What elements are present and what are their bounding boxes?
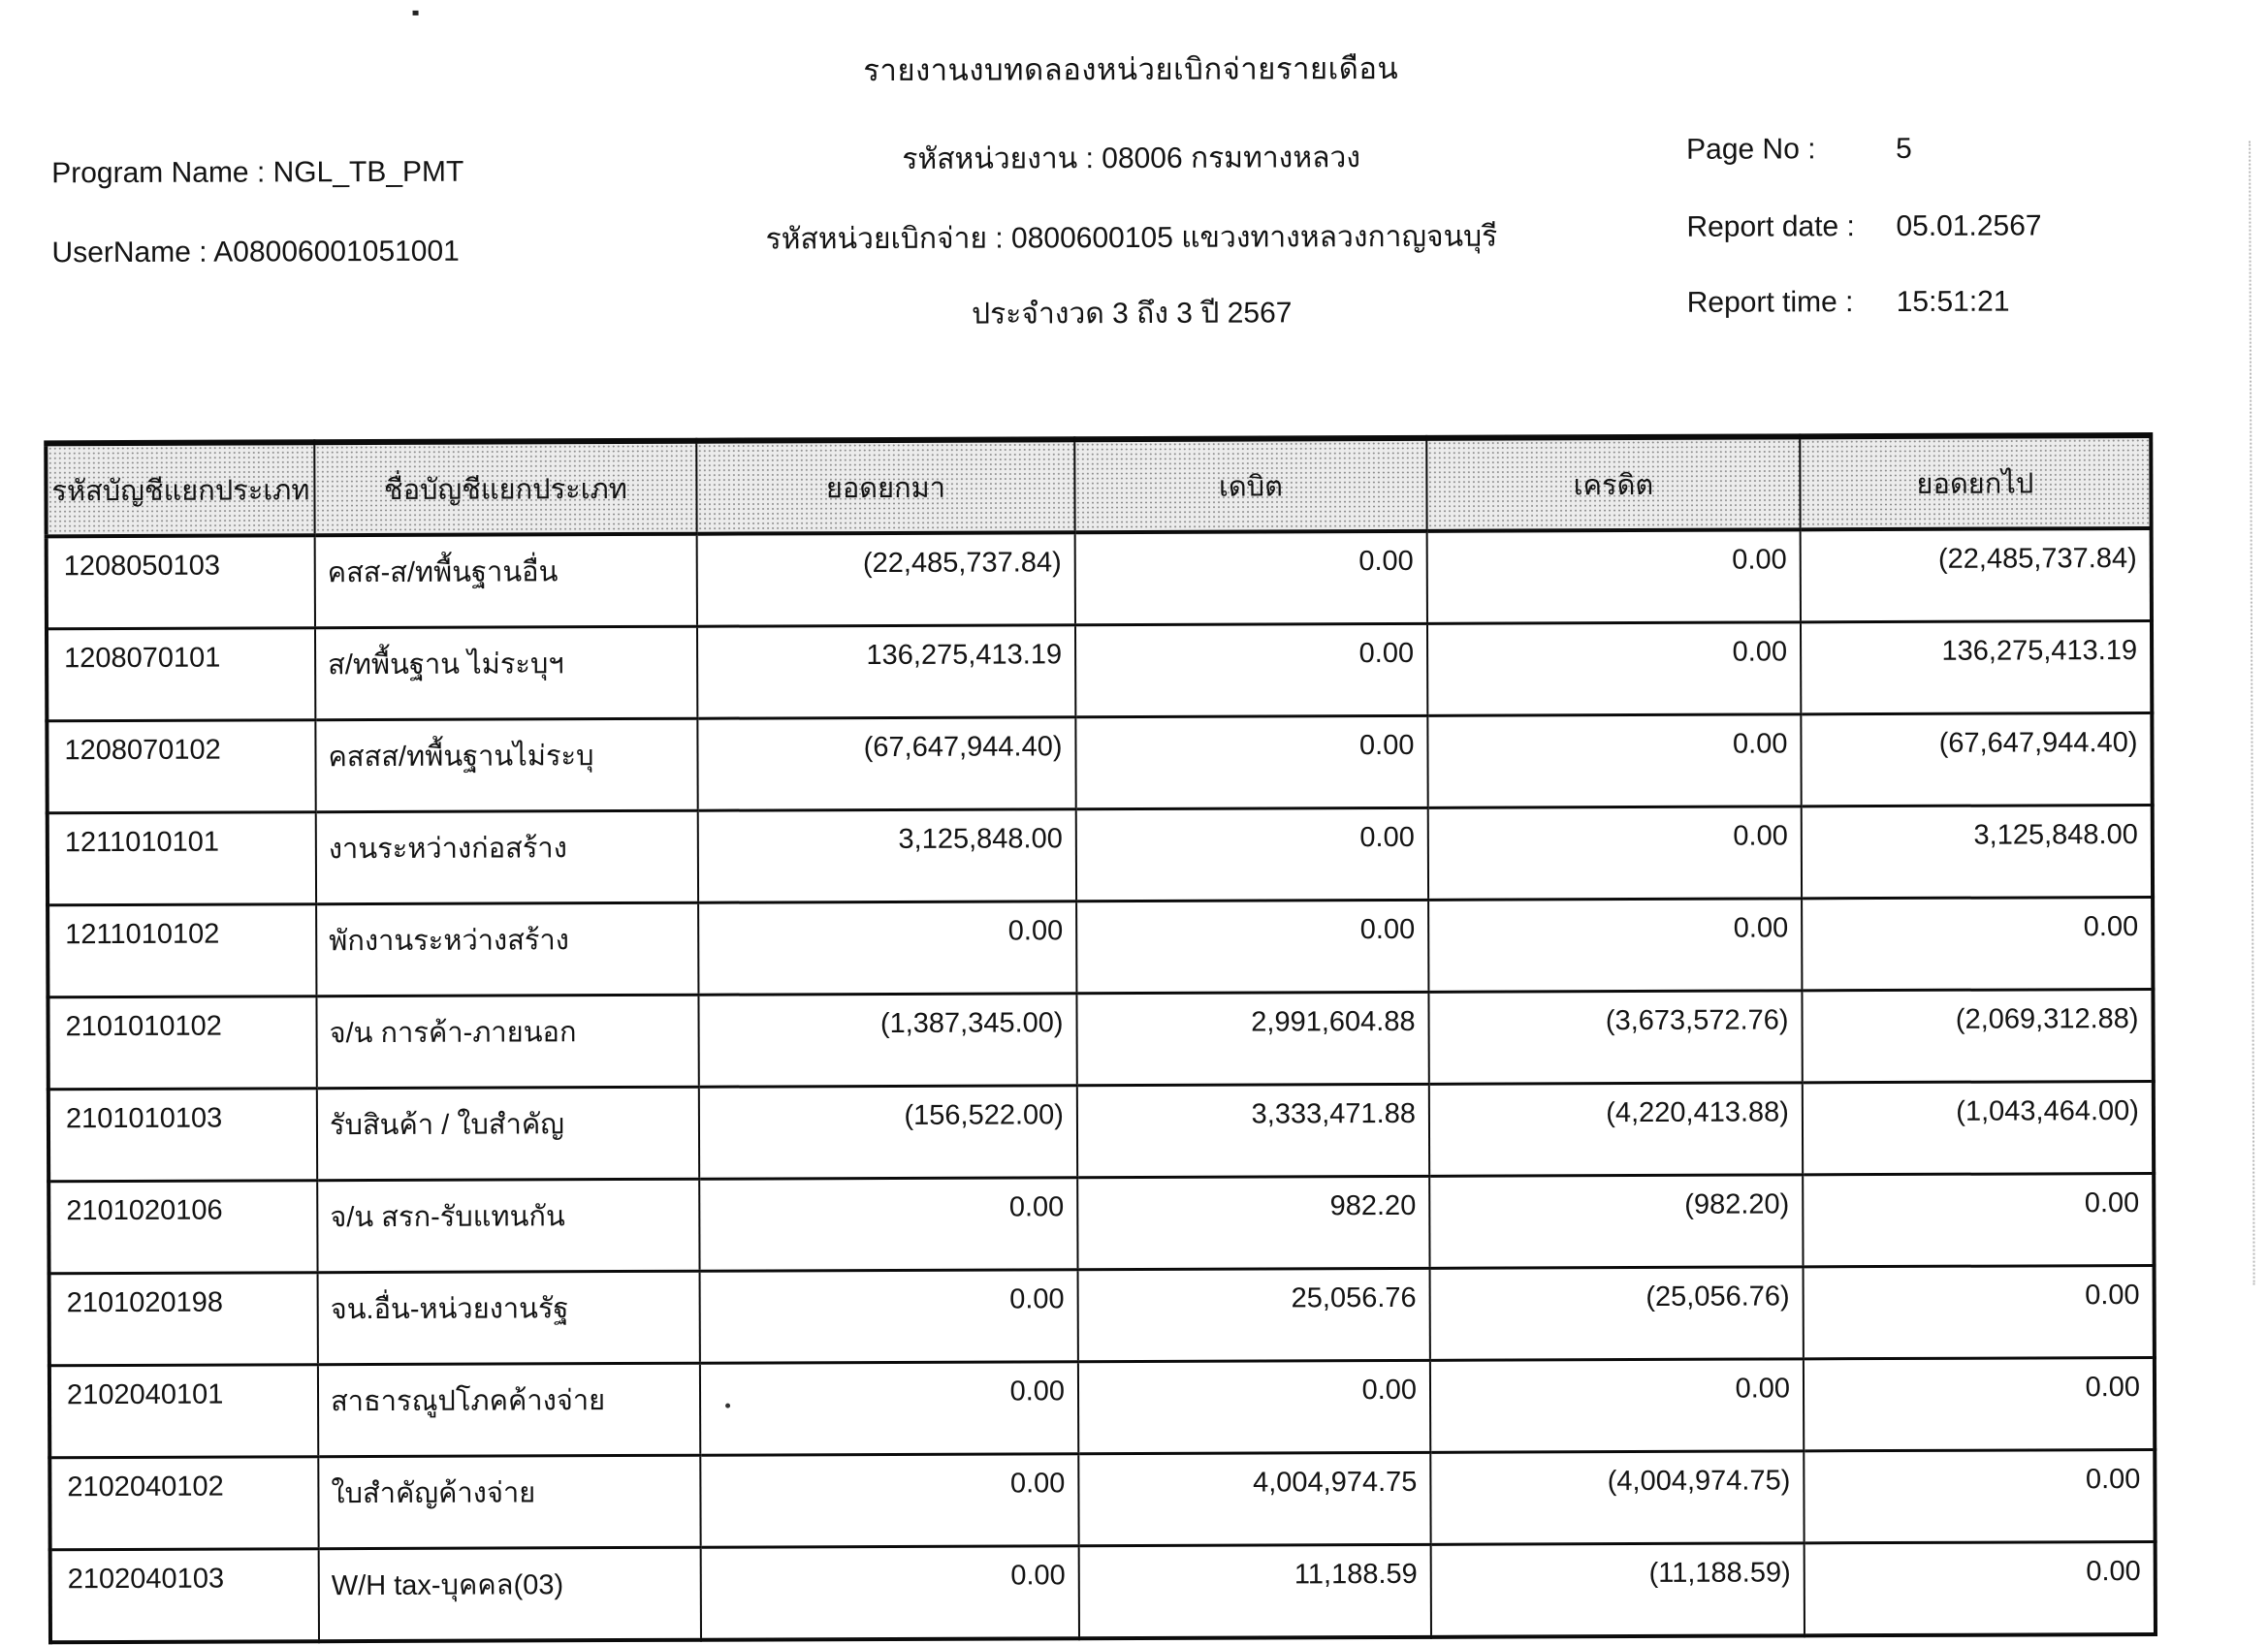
cell-account-code: 2101010103 [48, 1089, 317, 1182]
cell-account-name: จ/น การค้า-ภายนอก [316, 995, 698, 1089]
cell-balance-carried: (1,043,464.00) [1803, 1081, 2154, 1174]
page-no-line [1686, 133, 1912, 167]
program-name-value: NGL_TB_PMT [272, 155, 464, 189]
cell-debit: 25,056.76 [1078, 1268, 1430, 1361]
cell-account-code: 1211010102 [48, 904, 316, 997]
report-time-value: 15:51:21 [1896, 285, 2010, 318]
table-row [48, 805, 2153, 904]
cell-balance-forward: 0.00 [700, 1270, 1078, 1363]
cell-debit: 4,004,974.75 [1078, 1452, 1430, 1545]
cell-account-code: 2101020198 [49, 1273, 318, 1366]
page-no-label: Page No : [1686, 133, 1816, 166]
cell-balance-forward: 3,125,848.00 [698, 809, 1076, 902]
cell-account-name: คสสส/ทพื้นฐานไม่ระบุ [315, 718, 697, 812]
cell-balance-carried: 136,275,413.19 [1801, 620, 2152, 713]
cell-balance-forward: 0.00 [700, 1362, 1078, 1455]
trial-balance-table [44, 432, 2157, 1644]
cell-account-name: งานระหว่างก่อสร้าง [316, 810, 698, 904]
table-row [47, 712, 2152, 812]
cell-credit: (4,220,413.88) [1429, 1083, 1803, 1176]
table-row [49, 1357, 2155, 1457]
period-line: ประจำงวด 3 ถึง 3 ปี 2567 [972, 297, 1293, 331]
table-row [48, 1173, 2154, 1273]
table-row [47, 620, 2152, 720]
cell-debit: 2,991,604.88 [1076, 992, 1428, 1085]
username-value: A08006001051001 [213, 235, 460, 269]
cell-account-code: 2101010102 [48, 996, 316, 1090]
cell-balance-forward: 0.00 [699, 1178, 1077, 1271]
cell-balance-forward: (156,522.00) [699, 1086, 1077, 1179]
cell-credit: (25,056.76) [1430, 1267, 1804, 1360]
cell-account-name: รับสินค้า / ใบสำคัญ [317, 1087, 699, 1181]
disbursement-unit-line: รหัสหน่วยเบิกจ่าย : 0800600105 แขวงทางหลวงกาญจนบุรี [765, 220, 1498, 256]
scan-artifact-speck [413, 11, 419, 16]
cell-account-code: 1208070102 [47, 720, 315, 813]
cell-credit: 0.00 [1427, 622, 1801, 715]
report-time-line [1687, 286, 2010, 320]
cell-account-name: จ/น สรก-รับแทนกัน [317, 1179, 699, 1273]
cell-balance-carried: 0.00 [1802, 897, 2153, 990]
cell-account-name: คสส-ส/ทพื้นฐานอื่น [315, 534, 697, 628]
report-time-label: Report time : [1686, 286, 1854, 319]
cell-balance-carried: (22,485,737.84) [1801, 528, 2152, 622]
cell-debit: 0.00 [1075, 531, 1427, 625]
cell-balance-forward: 0.00 [698, 902, 1076, 995]
cell-balance-carried: 0.00 [1804, 1449, 2155, 1542]
table-header-row [46, 435, 2151, 536]
cell-credit: 0.00 [1428, 807, 1802, 900]
cell-account-name: ใบสำคัญค้างจ่าย [318, 1455, 700, 1549]
cell-balance-carried: 3,125,848.00 [1802, 805, 2153, 898]
table-row [47, 528, 2152, 629]
table-body [47, 528, 2156, 1642]
cell-debit: 0.00 [1076, 900, 1428, 993]
table-row [50, 1541, 2156, 1642]
cell-debit: 11,188.59 [1079, 1544, 1431, 1638]
cell-balance-forward: (1,387,345.00) [698, 994, 1076, 1087]
cell-debit: 982.20 [1077, 1176, 1429, 1269]
cell-account-code: 1211010101 [48, 812, 316, 905]
cell-account-name: จน.อื่น-หน่วยงานรัฐ [318, 1271, 700, 1365]
cell-credit: 0.00 [1428, 899, 1802, 992]
cell-balance-carried: 0.00 [1804, 1357, 2155, 1450]
table-row [48, 989, 2153, 1089]
cell-debit: 0.00 [1075, 715, 1427, 808]
cell-credit: (3,673,572.76) [1428, 991, 1802, 1084]
cell-balance-carried: 0.00 [1803, 1173, 2154, 1266]
cell-balance-carried: (67,647,944.40) [1801, 712, 2152, 806]
cell-account-name: พักงานระหว่างสร้าง [316, 902, 698, 996]
cell-balance-carried: 0.00 [1805, 1541, 2156, 1635]
cell-credit: 0.00 [1427, 714, 1801, 807]
cell-debit: 0.00 [1075, 623, 1427, 716]
table-row [49, 1449, 2155, 1549]
cell-account-code: 2102040101 [49, 1365, 318, 1458]
cell-account-code: 2101020106 [48, 1181, 317, 1274]
report-date-line [1686, 209, 2041, 243]
agency-code-line: รหัสหน่วยงาน : 08006 กรมทางหลวง [902, 142, 1361, 175]
table-row [48, 897, 2153, 996]
cell-balance-forward: 0.00 [700, 1454, 1078, 1547]
cell-credit: (4,004,974.75) [1430, 1451, 1804, 1544]
cell-account-name: ส/ทพื้นฐาน ไม่ระบุฯ [315, 626, 697, 720]
cell-debit: 0.00 [1076, 807, 1428, 901]
cell-credit: 0.00 [1427, 529, 1801, 623]
cell-debit: 3,333,471.88 [1077, 1084, 1429, 1177]
cell-account-code: 1208050103 [47, 535, 315, 629]
cell-balance-carried: 0.00 [1804, 1265, 2155, 1358]
cell-account-code: 2102040103 [50, 1549, 319, 1643]
table-row [49, 1265, 2155, 1365]
cell-balance-forward: (67,647,944.40) [697, 717, 1075, 810]
header-balance-forward: ยอดยกมา [696, 439, 1074, 533]
cell-balance-forward: 0.00 [701, 1546, 1079, 1640]
page-no-value: 5 [1896, 132, 1912, 165]
program-name-label: Program Name : [51, 156, 266, 190]
header-account-name: ชื่อบัญชีแยกประเภท [314, 441, 696, 536]
table-row [48, 1081, 2154, 1181]
cell-account-name: สาธารณูปโภคค้างจ่าย [318, 1363, 700, 1457]
cell-balance-carried: (2,069,312.88) [1802, 989, 2153, 1082]
header-credit: เครดิต [1426, 436, 1800, 530]
header-balance-carried: ยอดยกไป [1800, 435, 2151, 529]
cell-account-code: 1208070101 [47, 628, 315, 721]
header-debit: เดบิต [1074, 438, 1426, 532]
report-title: รายงานงบทดลองหน่วยเบิกจ่ายรายเดือน [863, 50, 1399, 88]
cell-account-name: W/H tax-บุคคล(03) [319, 1547, 701, 1641]
cell-credit: (11,188.59) [1431, 1543, 1805, 1637]
scan-artifact-dot [725, 1404, 730, 1408]
cell-balance-forward: (22,485,737.84) [697, 532, 1075, 626]
cell-credit: 0.00 [1430, 1359, 1804, 1452]
report-date-value: 05.01.2567 [1896, 209, 2042, 242]
cell-debit: 0.00 [1078, 1360, 1430, 1453]
username-label: UserName : [51, 236, 208, 269]
cell-account-code: 2102040102 [49, 1457, 318, 1550]
header-account-code: รหัสบัญชีแยกประเภท [46, 442, 314, 536]
report-date-label: Report date : [1686, 210, 1855, 243]
cell-balance-forward: 136,275,413.19 [697, 625, 1075, 718]
cell-credit: (982.20) [1429, 1175, 1803, 1268]
